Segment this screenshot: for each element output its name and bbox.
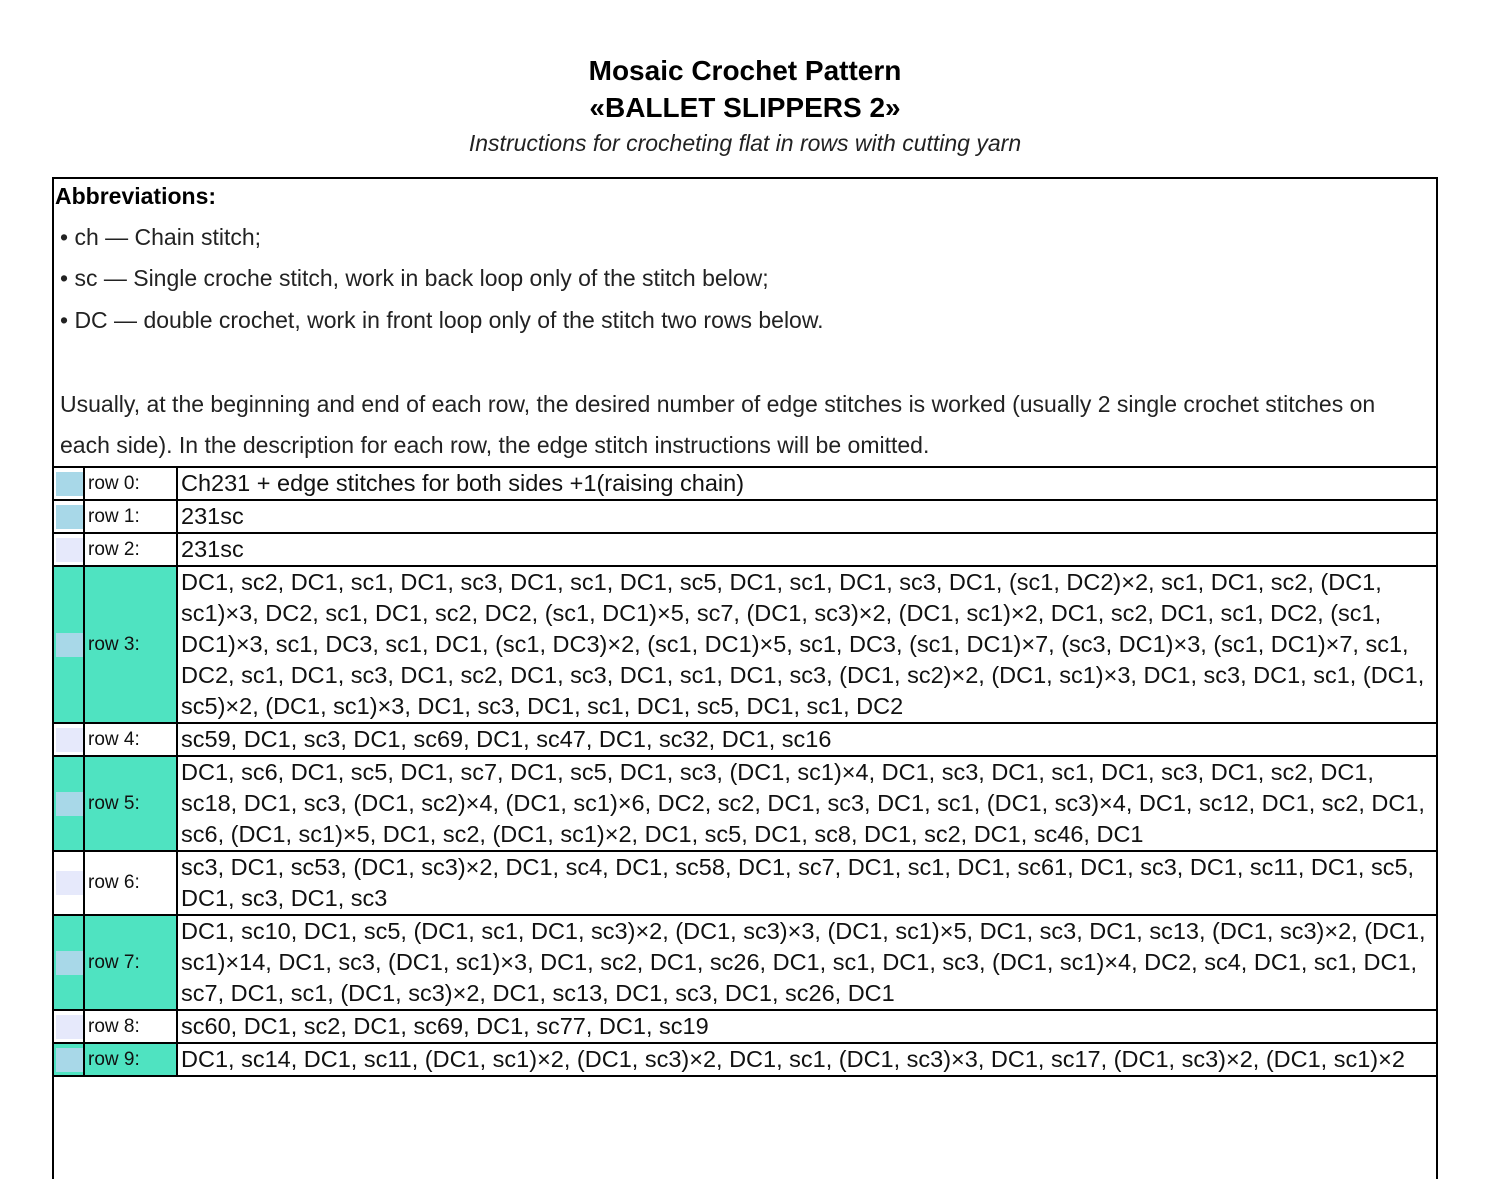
row-color-swatch xyxy=(53,467,84,500)
row-color-swatch xyxy=(53,756,84,851)
row-color-swatch xyxy=(53,1010,84,1043)
row-instruction: DC1, sc6, DC1, sc5, DC1, sc7, DC1, sc5, DC1, sc3, (DC1, sc1)×4, DC1, sc3, DC1, sc1, DC1, sc3, DC1, sc2, DC1, sc18, DC1, sc3, (DC1, sc2)×4, (DC1, sc1)×6, DC2, sc2, DC1, sc3, DC1, sc1, (DC1, sc3)×4, DC1, sc12, DC1, sc2, DC1, sc6, (DC1, sc1)×5, DC1, sc2, (DC1, sc1)×2, DC1, sc5, DC1, sc8, DC1, sc2, DC1, sc46, DC1 xyxy=(177,756,1437,851)
row-color-swatch xyxy=(53,915,84,1010)
table-row xyxy=(53,467,1437,500)
edge-stitch-note: Usually, at the beginning and end of each row, the desired number of edge stitches is worked (usually 2 single crochet stitches on each side). In the description for each row, the edge stitch instructions will be omitted. xyxy=(60,391,1376,458)
row-instruction: sc59, DC1, sc3, DC1, sc69, DC1, sc47, DC1, sc32, DC1, sc16 xyxy=(177,723,1437,756)
yarn-color-chip xyxy=(56,871,83,895)
row-color-swatch xyxy=(53,723,84,756)
pattern-title: Mosaic Crochet Pattern xyxy=(588,55,902,86)
table-row xyxy=(53,500,1437,533)
document-header xyxy=(0,52,1490,158)
table-row xyxy=(53,756,1437,851)
row-label: row 6: xyxy=(84,851,177,915)
row-color-swatch xyxy=(53,533,84,566)
row-instruction: Ch231 + edge stitches for both sides +1(raising chain) xyxy=(177,467,1437,500)
yarn-color-chip xyxy=(56,1048,83,1072)
pattern-name: «BALLET SLIPPERS 2» xyxy=(589,92,901,123)
row-instruction: sc3, DC1, sc53, (DC1, sc3)×2, DC1, sc4, DC1, sc58, DC1, sc7, DC1, sc1, DC1, sc61, DC1, sc3, DC1, sc11, DC1, sc5, DC1, sc3, DC1, sc3 xyxy=(177,851,1437,915)
abbreviation-dc: • DC — double crochet, work in front loop only of the stitch two rows below. xyxy=(60,307,824,333)
row-instruction: DC1, sc10, DC1, sc5, (DC1, sc1, DC1, sc3)×2, (DC1, sc3)×3, (DC1, sc1)×5, DC1, sc3, DC1, sc13, (DC1, sc3)×2, (DC1, sc1)×14, DC1, sc3, (DC1, sc1)×3, DC1, sc2, DC1, sc26, DC1, sc1, DC1, sc3, (DC1, sc1)×4, DC2, sc4, DC1, sc1, DC1, sc7, DC1, sc1, (DC1, sc3)×2, DC1, sc13, DC1, sc3, DC1, sc26, DC1 xyxy=(177,915,1437,1010)
yarn-color-chip xyxy=(56,728,83,752)
yarn-color-chip xyxy=(56,538,83,562)
yarn-color-chip xyxy=(56,633,83,657)
row-label: row 8: xyxy=(84,1010,177,1043)
row-instructions-table xyxy=(52,466,1438,1077)
row-color-swatch xyxy=(53,851,84,915)
yarn-color-chip xyxy=(56,951,83,975)
row-color-swatch xyxy=(53,500,84,533)
row-instruction: DC1, sc2, DC1, sc1, DC1, sc3, DC1, sc1, DC1, sc5, DC1, sc1, DC1, sc3, DC1, (sc1, DC2)×2, sc1, DC1, sc2, (DC1, sc1)×3, DC2, sc1, DC1, sc2, DC2, (sc1, DC1)×5, sc7, (DC1, sc3)×2, (DC1, sc1)×2, DC1, sc2, DC1, sc1, DC2, (sc1, DC1)×3, sc1, DC3, sc1, DC1, (sc1, DC3)×2, (sc1, DC1)×5, sc1, DC3, (sc1, DC1)×7, (sc3, DC1)×3, (sc1, DC1)×7, sc1, DC2, sc1, DC1, sc3, DC1, sc2, DC1, sc3, DC1, sc1, DC1, sc3, (DC1, sc2)×2, (DC1, sc1)×3, DC1, sc3, DC1, sc1, (DC1, sc5)×2, (DC1, sc1)×3, DC1, sc3, DC1, sc1, DC1, sc5, DC1, sc1, DC2 xyxy=(177,566,1437,723)
table-row xyxy=(53,566,1437,723)
row-color-swatch xyxy=(53,566,84,723)
row-instruction: sc60, DC1, sc2, DC1, sc69, DC1, sc77, DC1, sc19 xyxy=(177,1010,1437,1043)
abbreviations-heading: Abbreviations: xyxy=(55,183,217,209)
row-label: row 5: xyxy=(84,756,177,851)
row-label: row 3: xyxy=(84,566,177,723)
row-label: row 1: xyxy=(84,500,177,533)
row-label: row 2: xyxy=(84,533,177,566)
row-label: row 9: xyxy=(84,1043,177,1076)
yarn-color-chip xyxy=(56,505,83,529)
pattern-subtitle: Instructions for crocheting flat in rows with cutting yarn xyxy=(468,130,1022,156)
row-label: row 4: xyxy=(84,723,177,756)
table-row xyxy=(53,723,1437,756)
abbreviation-ch: • ch — Chain stitch; xyxy=(60,224,262,250)
abbreviation-sc: • sc — Single croche stitch, work in back loop only of the stitch below; xyxy=(60,265,769,291)
table-row xyxy=(53,1043,1437,1076)
table-row xyxy=(53,851,1437,915)
row-instruction: 231sc xyxy=(177,533,1437,566)
yarn-color-chip xyxy=(56,1015,83,1039)
row-label: row 7: xyxy=(84,915,177,1010)
row-label: row 0: xyxy=(84,467,177,500)
yarn-color-chip xyxy=(56,792,83,816)
table-row xyxy=(53,533,1437,566)
table-row xyxy=(53,1010,1437,1043)
row-instruction: DC1, sc14, DC1, sc11, (DC1, sc1)×2, (DC1, sc3)×2, DC1, sc1, (DC1, sc3)×3, DC1, sc17, (DC1, sc3)×2, (DC1, sc1)×2 xyxy=(177,1043,1437,1076)
instructions-box xyxy=(52,177,1438,1179)
row-instruction: 231sc xyxy=(177,500,1437,533)
yarn-color-chip xyxy=(56,472,83,496)
row-color-swatch xyxy=(53,1043,84,1076)
table-row xyxy=(53,915,1437,1010)
